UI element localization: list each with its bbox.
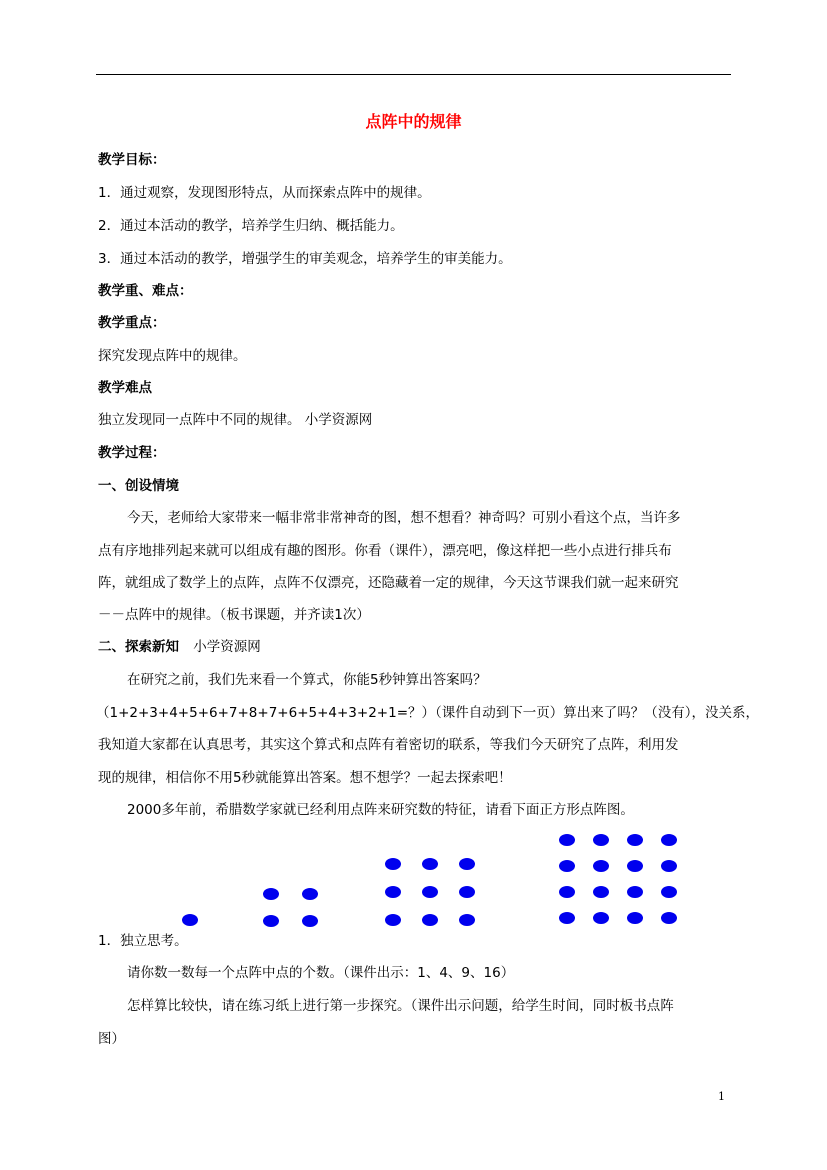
section2-line: 我知道大家都在认真思考，其实这个算式和点阵有着密切的联系，等我们今天研究了点阵，利用发 [98,737,679,753]
step1-line: 图） [98,1031,125,1047]
dot [593,886,609,898]
section1-line: 阵，就组成了数学上的点阵，点阵不仅漂亮，还隐藏着一定的规律，今天这节课我们就一起来研究 [98,575,679,591]
dot [661,886,677,898]
objective-item: 3．通过本活动的教学，增强学生的审美观念，培养学生的审美能力。 [98,251,512,267]
key-point-text: 探究发现点阵中的规律。 [98,348,247,364]
step1-heading: 1．独立思考。 [98,933,188,949]
dot [627,886,643,898]
dot [559,834,575,846]
section2-line: 现的规律，相信你不用5秒就能算出答案。想不想学？一起去探索吧！ [98,770,512,786]
dot [627,860,643,872]
section1-line: 点有序地排列起来就可以组成有趣的图形。你看（课件），漂亮吧，像这样把一些小点进行排兵布 [98,543,672,559]
section2-line: （1+2+3+4+5+6+7+8+7+6+5+4+3+2+1=？）（课件自动到下一页）算出来了吗？（没有），没关系， [96,705,760,721]
header-rule [96,74,731,75]
dot [661,912,677,924]
dot [302,915,318,927]
dot [593,912,609,924]
section1-line: －－点阵中的规律。（板书课题，并齐读1次） [98,607,370,623]
step1-line: 怎样算比较快，请在练习纸上进行第一步探究。（课件出示问题，给学生时间，同时板书点阵 [127,998,674,1014]
dot [459,914,475,926]
difficult-point-heading: 教学难点 [98,380,152,396]
dot [182,914,198,926]
dot [559,886,575,898]
section1-heading: 一、创设情境 [98,478,179,494]
dot [661,860,677,872]
dot [459,886,475,898]
dot [459,858,475,870]
dot [422,914,438,926]
dot [627,834,643,846]
dot [263,915,279,927]
page-title: 点阵中的规律 [365,112,462,131]
objective-item: 1．通过观察，发现图形特点，从而探索点阵中的规律。 [98,185,431,201]
key-point-heading: 教学重点： [98,315,166,331]
dot [263,888,279,900]
dot [661,834,677,846]
dot [559,912,575,924]
dot [559,860,575,872]
dot [302,888,318,900]
key-difficult-heading: 教学重、难点： [98,283,193,299]
dot [627,912,643,924]
objective-item: 2．通过本活动的教学，培养学生归纳、概括能力。 [98,218,404,234]
section2-heading: 二、探索新知 [98,639,179,655]
section2-heading-row [98,637,732,657]
dot [385,858,401,870]
dot [422,858,438,870]
difficult-point-text: 独立发现同一点阵中不同的规律。 小学资源网 [98,412,373,428]
dot [385,886,401,898]
section2-note: 小学资源网 [193,639,261,655]
dot [593,860,609,872]
section2-line: 在研究之前，我们先来看一个算式，你能5秒钟算出答案吗？ [127,672,487,688]
dot [422,886,438,898]
section1-line: 今天，老师给大家带来一幅非常非常神奇的图，想不想看？神奇吗？可别小看这个点，当许多 [127,510,681,526]
dot [385,914,401,926]
section2-line: 2000多年前，希腊数学家就已经利用点阵来研究数的特征，请看下面正方形点阵图。 [127,802,634,818]
page-number: 1 [718,1090,725,1103]
process-heading: 教学过程： [98,445,166,461]
step1-line: 请你数一数每一个点阵中点的个数。（课件出示：1、4、9、16） [127,965,515,981]
dot [593,834,609,846]
objectives-heading: 教学目标： [98,152,166,168]
